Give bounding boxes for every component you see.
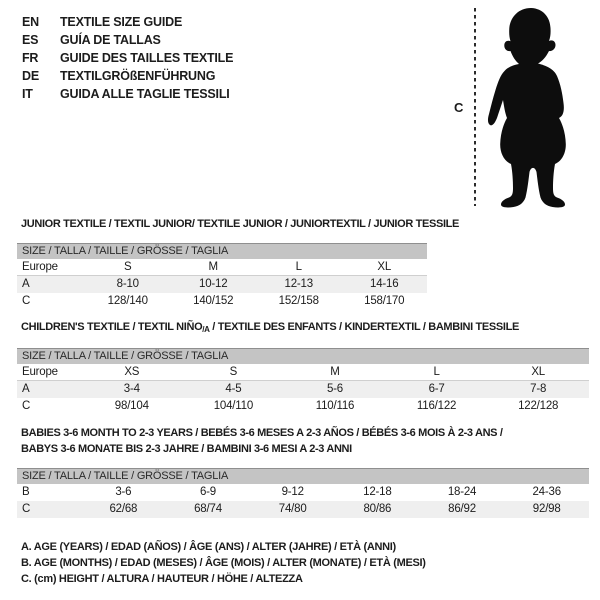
value-cell: 18-24	[447, 486, 477, 498]
language-code: IT	[22, 87, 33, 101]
value-cell: 92/98	[532, 503, 561, 515]
size-cell: XL	[531, 366, 545, 378]
value-cell: 9-12	[281, 486, 304, 498]
language-list	[22, 13, 233, 103]
table-row-height	[17, 501, 589, 518]
value-cell: 140/152	[193, 295, 234, 307]
value-cell: 74/80	[278, 503, 307, 515]
row-label: B	[22, 486, 30, 498]
value-cell: 3-6	[115, 486, 132, 498]
junior-size-table	[17, 243, 427, 310]
value-cell: 6-7	[428, 383, 445, 395]
table-row-height	[17, 398, 589, 415]
footnote-b: B. AGE (MONTHS) / EDAD (MESES) / ÂGE (MOIS) / ALTER (MONATE) / ETÀ (MESI)	[21, 557, 426, 569]
row-label: C	[22, 503, 31, 515]
row-label: C	[22, 400, 31, 412]
value-cell: 3-4	[123, 383, 140, 395]
value-cell: 68/74	[194, 503, 222, 515]
size-header-bar: SIZE / TALLA / TAILLE / GRÖSSE / TAGLIA	[17, 468, 589, 484]
table-row-age	[17, 381, 589, 398]
value-cell: 152/158	[278, 295, 319, 307]
value-cell: 104/110	[213, 400, 254, 412]
children-table-title	[21, 320, 519, 337]
language-title: GUIDE DES TAILLES TEXTILE	[60, 51, 234, 65]
footnotes	[21, 539, 426, 587]
language-title: GUIDA ALLE TAGLIE TESSILI	[60, 87, 230, 101]
size-cell: S	[124, 261, 132, 273]
value-cell: 6-9	[199, 486, 217, 498]
language-code: EN	[22, 15, 39, 29]
language-code: FR	[22, 51, 39, 65]
value-cell: 110/116	[315, 400, 355, 412]
row-label: Europe	[22, 261, 58, 273]
value-cell: 10-12	[199, 278, 228, 290]
children-title-pre: CHILDREN'S TEXTILE / TEXTIL NIÑO	[21, 321, 203, 333]
table-row-age	[17, 276, 427, 293]
children-size-table	[17, 348, 589, 415]
value-cell: 14-16	[370, 278, 399, 290]
size-cell: L	[295, 261, 302, 273]
value-cell: 12-13	[284, 278, 313, 290]
size-cell: S	[229, 366, 238, 378]
language-title: TEXTILGRÖßENFÜHRUNG	[60, 69, 216, 83]
value-cell: 80/86	[363, 503, 392, 515]
table-row-europe	[17, 259, 427, 276]
size-cell: M	[208, 261, 218, 273]
value-cell: 7-8	[530, 383, 547, 395]
height-measure-label: C	[454, 100, 464, 115]
table-row-europe	[17, 364, 589, 381]
language-title: GUÍA DE TALLAS	[60, 33, 161, 47]
size-cell: L	[433, 366, 440, 378]
value-cell: 4-5	[225, 383, 242, 395]
footnote-c: C. (cm) HEIGHT / ALTURA / HAUTEUR / HÖHE / ALTEZZA	[21, 573, 303, 585]
language-code: DE	[22, 69, 39, 83]
value-cell: 128/140	[107, 295, 148, 307]
value-cell: 86/92	[448, 503, 476, 515]
language-row-de	[22, 67, 233, 85]
size-cell: XL	[377, 261, 392, 273]
size-header-bar: SIZE / TALLA / TAILLE / GRÖSSE / TAGLIA	[17, 348, 589, 364]
value-cell: 24-36	[532, 486, 561, 498]
language-row-es	[22, 31, 233, 49]
value-cell: 8-10	[116, 278, 139, 290]
language-row-it	[22, 85, 233, 103]
size-cell: M	[330, 366, 340, 378]
value-cell: 122/128	[518, 400, 559, 412]
value-cell: 158/170	[364, 295, 405, 307]
language-title: TEXTILE SIZE GUIDE	[60, 15, 183, 29]
height-measure-dashed-line	[474, 8, 476, 206]
language-row-fr	[22, 49, 233, 67]
value-cell: 98/104	[114, 400, 149, 412]
height-figure	[440, 0, 600, 215]
table-row-age-months	[17, 484, 589, 501]
value-cell: 62/68	[109, 503, 138, 515]
value-cell: 12-18	[363, 486, 392, 498]
row-label: Europe	[22, 366, 58, 378]
value-cell: 5-6	[326, 383, 343, 395]
size-header-bar: SIZE / TALLA / TAILLE / GRÖSSE / TAGLIA	[17, 243, 427, 259]
footnote-a: A. AGE (YEARS) / EDAD (AÑOS) / ÂGE (ANS) / ALTER (JAHRE) / ETÀ (ANNI)	[21, 541, 396, 553]
language-code: ES	[22, 33, 39, 47]
row-label: A	[22, 383, 30, 395]
children-title-subscript: /A	[202, 325, 210, 334]
language-row-en	[22, 13, 233, 31]
value-cell: 116/122	[416, 400, 457, 412]
row-label: C	[22, 295, 31, 307]
junior-table-title: JUNIOR TEXTILE / TEXTIL JUNIOR/ TEXTILE JUNIOR / JUNIORTEXTIL / JUNIOR TESSILE	[21, 218, 460, 230]
size-cell: XS	[124, 366, 140, 378]
toddler-silhouette-icon	[486, 6, 580, 208]
children-title-post: / TEXTILE DES ENFANTS / KINDERTEXTIL / BAMBINI TESSILE	[209, 321, 519, 333]
row-label: A	[22, 278, 30, 290]
table-row-height	[17, 293, 427, 310]
babies-size-table	[17, 468, 589, 518]
babies-table-title-line1: BABIES 3-6 MONTH TO 2-3 YEARS / BEBÉS 3-6 MESES A 2-3 AÑOS / BÉBÉS 3-6 MOIS À 2-3 ANS /	[21, 427, 503, 439]
babies-table-title-line2: BABYS 3-6 MONATE BIS 2-3 JAHRE / BAMBINI 3-6 MESI A 2-3 ANNI	[21, 443, 352, 455]
